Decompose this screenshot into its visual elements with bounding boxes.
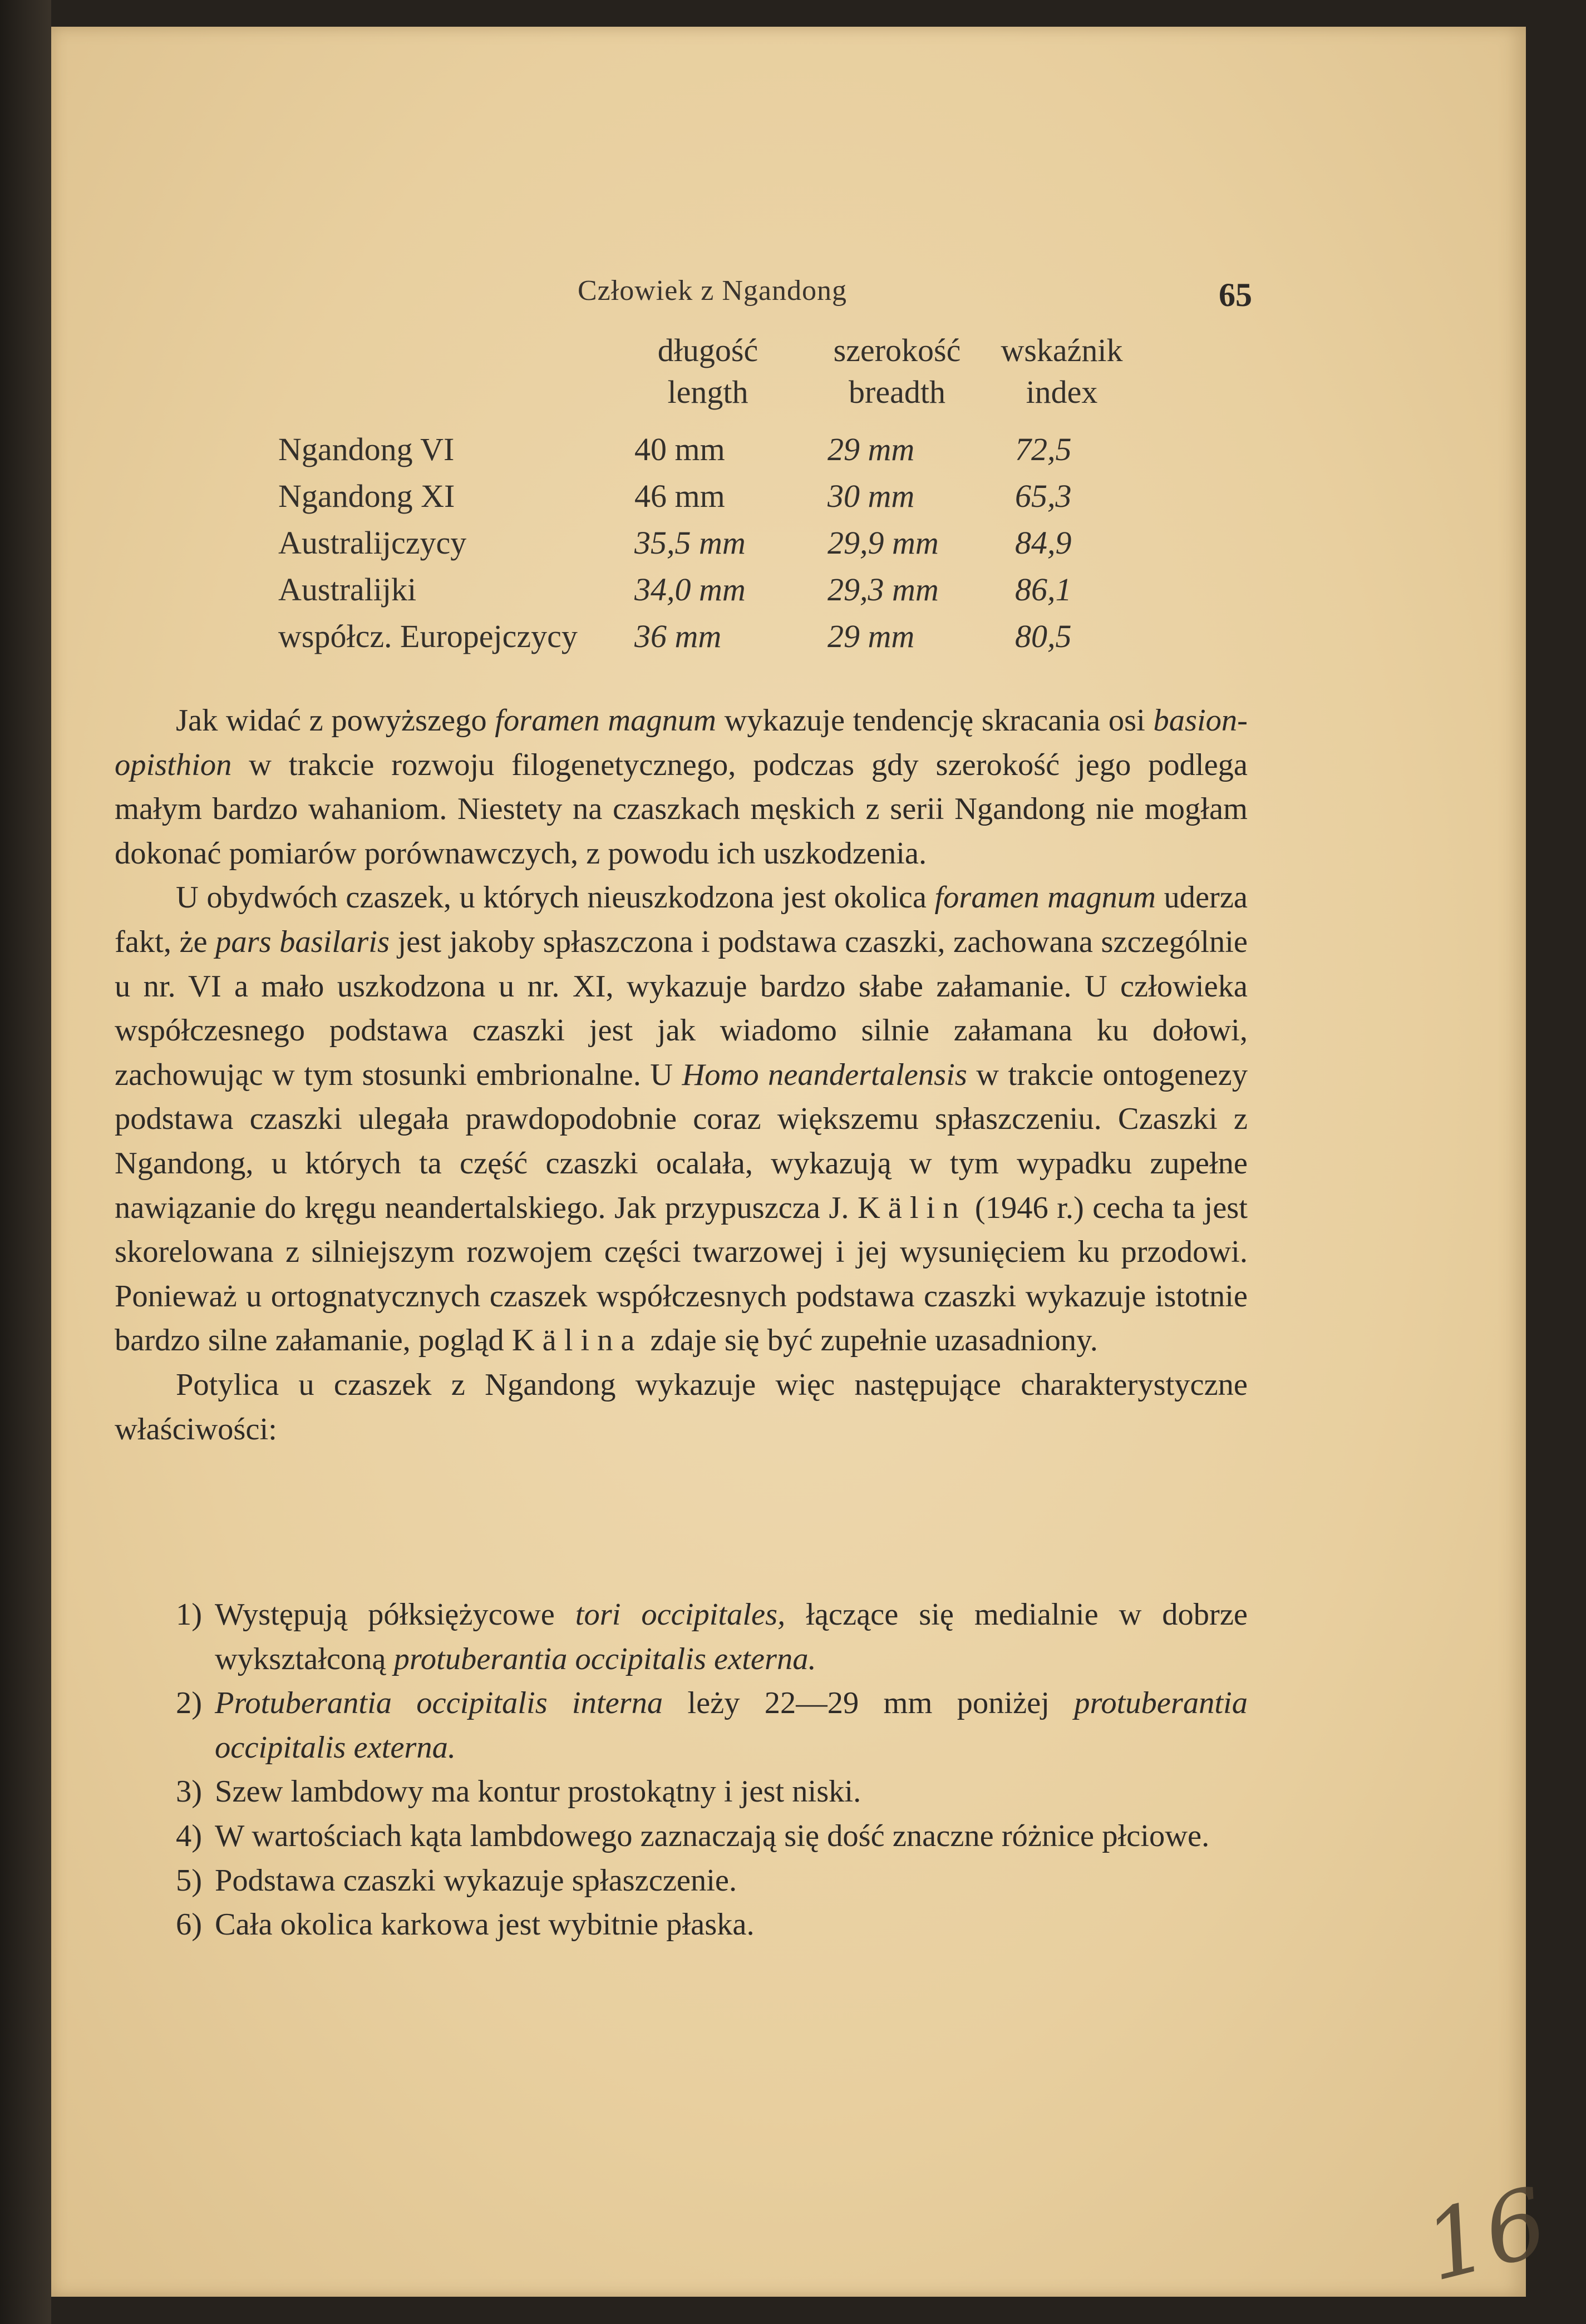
paragraph-2: U obydwóch czaszek, u których nieuszkodzona jest okolica foramen magnum uderza fakt, że pars basilaris jest jakoby spłaszczona i podstawa czaszki, zachowana szczególnie u nr. VI a mało uszkodzona u nr. XI, wykazuje bardzo słabe załamanie. U człowieka współczesnego podstawa czaszki jest jak wiadomo silnie załamana ku dołowi, zachowując w tym stosunki embrionalne. U Homo neandertalensis w trakcie ontogenezy podstawa czaszki ulegała prawdopodobnie coraz większemu spłaszczeniu. Czaszki z Ngandong, u których ta część czaszki ocalała, wykazują w tym wypadku zupełne nawiązanie do kręgu neandertalskiego. Jak przypuszcza J. Kälin (1946 r.) cecha ta jest skorelowana z silniejszym rozwojem części twarzowej i jej wysunięciem ku przodowi. Ponieważ u ortognatycznych czaszek współczesnych podstawa czaszki wykazuje istotnie bardzo silne załamanie, pogląd Kälina zdaje się być zupełnie uzasadniony. (115, 880, 1248, 1358)
row-breadth: 30 mm (828, 478, 915, 514)
row-breadth: 29,9 mm (828, 525, 939, 561)
list-item: 2) Protuberantia occipitalis interna leży 22—29 mm poniżej protuberantia occipitalis externa. (176, 1686, 1248, 1765)
page-number: 65 (1219, 277, 1252, 313)
row-index: 72,5 (1015, 431, 1072, 467)
running-head: Człowiek z Ngandong (578, 275, 848, 307)
row-name: Ngandong XI (278, 478, 455, 514)
paragraph-3: Potylica u czaszek z Ngandong wykazuje więc następujące charakterystyczne właściwości: (115, 1367, 1248, 1447)
paragraph-1: Jak widać z powyższego foramen magnum wykazuje tendencję skracania osi basion-opisthion w trakcie rozwoju filogenetycznego, podczas gdy szerokość jego podlega małym bardzo wahaniom. Niestety na czaszkach męskich z serii Ngandong nie mogłam dokonać pomiarów porównawczych, z powodu ich uszkodzenia. (115, 703, 1248, 871)
list-item: 5) Podstawa czaszki wykazuje spłaszczenie. (176, 1863, 737, 1898)
row-name: współcz. Europejczycy (278, 618, 578, 654)
table-row (51, 431, 1526, 475)
row-name: Australijki (278, 571, 417, 608)
row-index: 80,5 (1015, 618, 1072, 654)
row-name: Ngandong VI (278, 431, 455, 467)
row-length: 35,5 mm (634, 525, 746, 561)
row-index: 84,9 (1015, 525, 1072, 561)
row-name: Australijczycy (278, 525, 467, 561)
list-item: 4) W wartościach kąta lambdowego zaznaczają się dość znaczne różnice płciowe. (176, 1818, 1210, 1853)
body-text (115, 699, 1248, 1452)
table-row (51, 477, 1526, 522)
row-breadth: 29,3 mm (828, 571, 939, 608)
row-breadth: 29 mm (828, 431, 915, 467)
table-row (51, 571, 1526, 615)
book-spine (0, 0, 51, 2324)
handwritten-annotation: 16 (1414, 2167, 1558, 2303)
table-row (51, 618, 1526, 662)
row-length: 34,0 mm (634, 571, 746, 608)
list-item: 6) Cała okolica karkowa jest wybitnie płaska. (176, 1907, 755, 1942)
col-header-breadth: szerokość breadth (833, 332, 961, 410)
book-page (51, 27, 1558, 2303)
row-length: 36 mm (634, 618, 722, 654)
row-index: 86,1 (1015, 571, 1072, 608)
table-row (51, 524, 1526, 569)
numbered-list (115, 1593, 1248, 1947)
row-breadth: 29 mm (828, 618, 915, 654)
col-header-length: długość length (657, 332, 758, 410)
row-length: 40 mm (634, 431, 725, 467)
list-item: 3) Szew lambdowy ma kontur prostokątny i jest niski. (176, 1774, 861, 1809)
row-length: 46 mm (634, 478, 725, 514)
row-index: 65,3 (1015, 478, 1072, 514)
col-header-index: wskaźnik index (1001, 332, 1123, 410)
list-item: 1) Występują półksiężycowe tori occipitales, łączące się medialnie w dobrze wykształconą protuberantia occipitalis externa. (176, 1597, 1248, 1676)
